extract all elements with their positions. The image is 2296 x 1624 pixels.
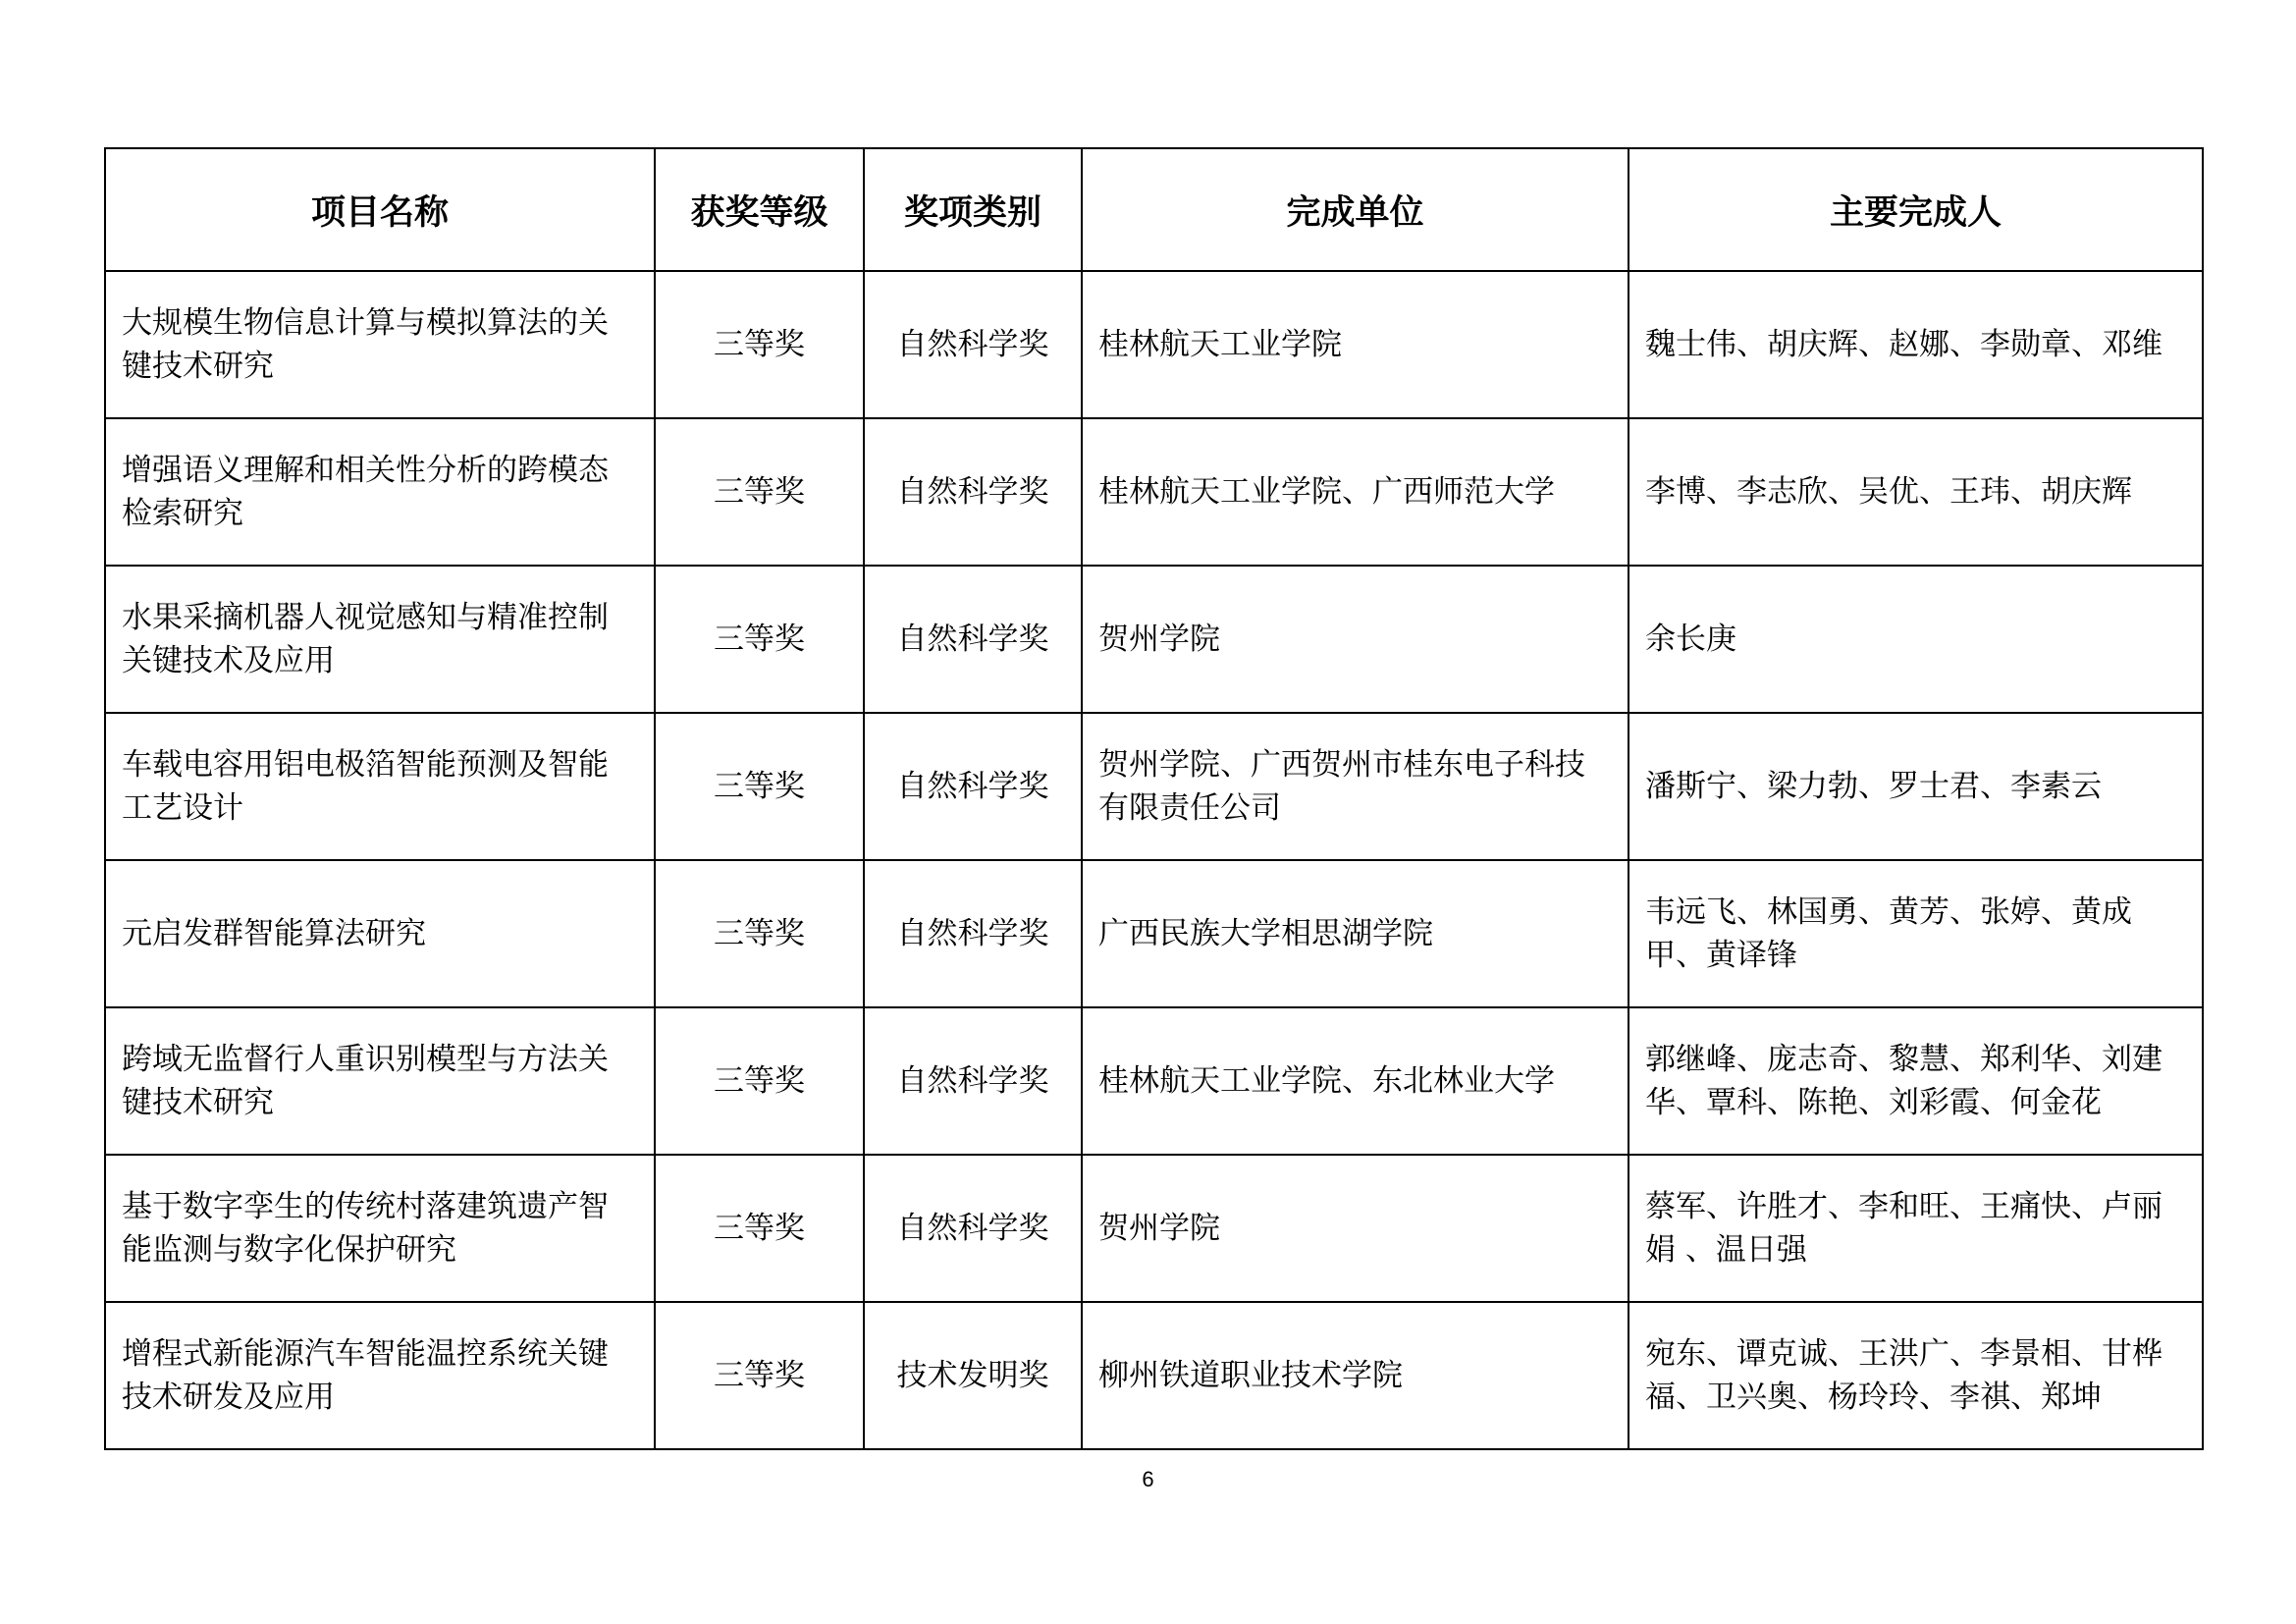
- header-award-level: 获奖等级: [655, 148, 864, 271]
- organization-cell: 桂林航天工业学院: [1082, 271, 1629, 418]
- award-category-cell: 自然科学奖: [864, 418, 1082, 566]
- table-row: [105, 713, 2203, 860]
- award-level-cell: 三等奖: [655, 1302, 864, 1449]
- award-level-cell: 三等奖: [655, 566, 864, 713]
- project-name-cell: 元启发群智能算法研究: [105, 860, 655, 1007]
- contributors-cell: 韦远飞、林国勇、黄芳、张婷、黄成甲、黄译锋: [1629, 860, 2203, 1007]
- table-row: [105, 566, 2203, 713]
- contributors-cell: 李博、李志欣、吴优、王玮、胡庆辉: [1629, 418, 2203, 566]
- award-level-cell: 三等奖: [655, 1007, 864, 1155]
- project-name-cell: 水果采摘机器人视觉感知与精准控制关键技术及应用: [105, 566, 655, 713]
- organization-cell: 贺州学院: [1082, 566, 1629, 713]
- organization-cell: 广西民族大学相思湖学院: [1082, 860, 1629, 1007]
- award-category-cell: 自然科学奖: [864, 860, 1082, 1007]
- organization-cell: 桂林航天工业学院、广西师范大学: [1082, 418, 1629, 566]
- award-category-cell: 技术发明奖: [864, 1302, 1082, 1449]
- award-level-cell: 三等奖: [655, 1155, 864, 1302]
- header-row: [105, 148, 2203, 271]
- header-award-category: 奖项类别: [864, 148, 1082, 271]
- project-name-cell: 大规模生物信息计算与模拟算法的关键技术研究: [105, 271, 655, 418]
- organization-cell: 贺州学院、广西贺州市桂东电子科技有限责任公司: [1082, 713, 1629, 860]
- organization-cell: 柳州铁道职业技术学院: [1082, 1302, 1629, 1449]
- organization-cell: 桂林航天工业学院、东北林业大学: [1082, 1007, 1629, 1155]
- award-level-cell: 三等奖: [655, 271, 864, 418]
- award-level-cell: 三等奖: [655, 713, 864, 860]
- table-row: [105, 271, 2203, 418]
- project-name-cell: 基于数字孪生的传统村落建筑遗产智能监测与数字化保护研究: [105, 1155, 655, 1302]
- contributors-cell: 宛东、谭克诚、王洪广、李景相、甘桦福、卫兴奥、杨玲玲、李祺、郑坤: [1629, 1302, 2203, 1449]
- table-row: [105, 860, 2203, 1007]
- award-category-cell: 自然科学奖: [864, 1007, 1082, 1155]
- contributors-cell: 蔡军、许胜才、李和旺、王痛快、卢丽娟 、温日强: [1629, 1155, 2203, 1302]
- table-header: [105, 148, 2203, 271]
- award-category-cell: 自然科学奖: [864, 271, 1082, 418]
- contributors-cell: 余长庚: [1629, 566, 2203, 713]
- awards-table: [104, 147, 2204, 1450]
- project-name-cell: 车载电容用铝电极箔智能预测及智能工艺设计: [105, 713, 655, 860]
- award-level-cell: 三等奖: [655, 860, 864, 1007]
- header-main-contributors: 主要完成人: [1629, 148, 2203, 271]
- contributors-cell: 潘斯宁、梁力勃、罗士君、李素云: [1629, 713, 2203, 860]
- contributors-cell: 魏士伟、胡庆辉、赵娜、李勋章、邓维: [1629, 271, 2203, 418]
- header-organization: 完成单位: [1082, 148, 1629, 271]
- table-row: [105, 418, 2203, 566]
- award-category-cell: 自然科学奖: [864, 713, 1082, 860]
- table-row: [105, 1302, 2203, 1449]
- award-category-cell: 自然科学奖: [864, 1155, 1082, 1302]
- header-project-name: 项目名称: [105, 148, 655, 271]
- table-row: [105, 1007, 2203, 1155]
- project-name-cell: 增程式新能源汽车智能温控系统关键技术研发及应用: [105, 1302, 655, 1449]
- project-name-cell: 增强语义理解和相关性分析的跨模态检索研究: [105, 418, 655, 566]
- page-number: 6: [1142, 1467, 1154, 1491]
- award-level-cell: 三等奖: [655, 418, 864, 566]
- organization-cell: 贺州学院: [1082, 1155, 1629, 1302]
- award-category-cell: 自然科学奖: [864, 566, 1082, 713]
- table-row: [105, 1155, 2203, 1302]
- contributors-cell: 郭继峰、庞志奇、黎慧、郑利华、刘建华、覃科、陈艳、刘彩霞、何金花: [1629, 1007, 2203, 1155]
- project-name-cell: 跨域无监督行人重识别模型与方法关键技术研究: [105, 1007, 655, 1155]
- table-body: [105, 271, 2203, 1449]
